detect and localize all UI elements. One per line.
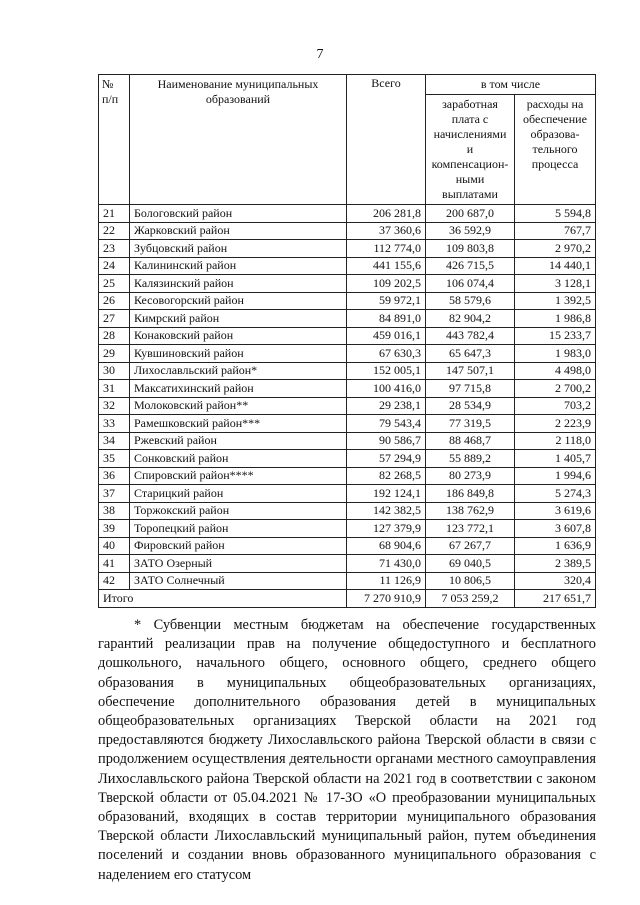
row-name: Торжокский район xyxy=(130,502,347,520)
row-salary: 123 772,1 xyxy=(426,520,515,538)
row-num: 35 xyxy=(99,450,130,468)
row-expenses: 5 594,8 xyxy=(515,205,596,223)
row-salary: 200 687,0 xyxy=(426,205,515,223)
table-row xyxy=(99,537,596,555)
table-row xyxy=(99,467,596,485)
row-salary: 28 534,9 xyxy=(426,397,515,415)
table-row xyxy=(99,432,596,450)
row-num: 39 xyxy=(99,520,130,538)
row-expenses: 320,4 xyxy=(515,572,596,590)
header-num: № п/п xyxy=(99,75,130,205)
header-expenses: расходы на обеспечение образова-тельного процесса xyxy=(515,95,596,205)
table-row xyxy=(99,205,596,223)
row-expenses: 767,7 xyxy=(515,222,596,240)
row-salary: 55 889,2 xyxy=(426,450,515,468)
row-num: 27 xyxy=(99,310,130,328)
row-num: 30 xyxy=(99,362,130,380)
row-expenses: 2 118,0 xyxy=(515,432,596,450)
row-expenses: 3 607,8 xyxy=(515,520,596,538)
row-total: 206 281,8 xyxy=(347,205,426,223)
table-row xyxy=(99,450,596,468)
row-total: 127 379,9 xyxy=(347,520,426,538)
row-salary: 77 319,5 xyxy=(426,415,515,433)
table-row xyxy=(99,275,596,293)
header-total: Всего xyxy=(347,75,426,205)
row-salary: 36 592,9 xyxy=(426,222,515,240)
row-num: 42 xyxy=(99,572,130,590)
row-num: 21 xyxy=(99,205,130,223)
footnote-block xyxy=(98,616,596,885)
row-salary: 97 715,8 xyxy=(426,380,515,398)
row-name: Торопецкий район xyxy=(130,520,347,538)
header-salary: заработная плата с начислениями и компенсацион-ными выплатами xyxy=(426,95,515,205)
row-num: 26 xyxy=(99,292,130,310)
row-name: ЗАТО Озерный xyxy=(130,555,347,573)
row-expenses: 3 619,6 xyxy=(515,502,596,520)
row-expenses: 1 636,9 xyxy=(515,537,596,555)
row-num: 23 xyxy=(99,240,130,258)
row-num: 25 xyxy=(99,275,130,293)
row-name: Калининский район xyxy=(130,257,347,275)
row-salary: 82 904,2 xyxy=(426,310,515,328)
row-expenses: 1 994,6 xyxy=(515,467,596,485)
row-expenses: 14 440,1 xyxy=(515,257,596,275)
table-row xyxy=(99,310,596,328)
row-salary: 138 762,9 xyxy=(426,502,515,520)
row-expenses: 2 970,2 xyxy=(515,240,596,258)
row-expenses: 2 223,9 xyxy=(515,415,596,433)
row-num: 29 xyxy=(99,345,130,363)
table-row xyxy=(99,380,596,398)
row-total: 71 430,0 xyxy=(347,555,426,573)
row-num: 41 xyxy=(99,555,130,573)
row-name: Кимрский район xyxy=(130,310,347,328)
row-name: Спировский район**** xyxy=(130,467,347,485)
row-salary: 88 468,7 xyxy=(426,432,515,450)
row-salary: 67 267,7 xyxy=(426,537,515,555)
table-row xyxy=(99,257,596,275)
row-num: 33 xyxy=(99,415,130,433)
row-name: Зубцовский район xyxy=(130,240,347,258)
footnote-text: * Субвенции местным бюджетам на обеспечение государственных гарантий реализации прав на получение общедоступного и бесплатного дошкольного, начального общего, основного общего, среднего общего образования в муниципальных общеобразовательных организациях, обеспечение дополнительного образования детей в муниципальных общеобразовательных организациях Тверской области на 2021 год предоставляются бюджету Лихославльского района Тверской области в связи с продолжением осуществления деятельности органами местного самоуправления Лихославльского района Тверской области на 2021 год в соответствии с законом Тверской области от 05.04.2021 № 17-ЗО «О преобразовании муниципальных образований, входящих в состав территории муниципального образования Тверской области Лихославльский муниципальный район, путем объединения поселений и создании вновь образованного муниципального образования с наделением его статусом xyxy=(98,617,596,883)
row-expenses: 1 983,0 xyxy=(515,345,596,363)
row-name: Кесовогорский район xyxy=(130,292,347,310)
row-num: 31 xyxy=(99,380,130,398)
row-salary: 426 715,5 xyxy=(426,257,515,275)
row-num: 22 xyxy=(99,222,130,240)
row-total: 112 774,0 xyxy=(347,240,426,258)
row-name: Сонковский район xyxy=(130,450,347,468)
row-name: Ржевский район xyxy=(130,432,347,450)
row-name: Молоковский район** xyxy=(130,397,347,415)
row-name: Бологовский район xyxy=(130,205,347,223)
table-row xyxy=(99,292,596,310)
total-label: Итого xyxy=(99,590,347,608)
row-expenses: 4 498,0 xyxy=(515,362,596,380)
row-total: 90 586,7 xyxy=(347,432,426,450)
table-row xyxy=(99,485,596,503)
row-total: 142 382,5 xyxy=(347,502,426,520)
row-total: 109 202,5 xyxy=(347,275,426,293)
total-expenses: 217 651,7 xyxy=(515,590,596,608)
row-total: 68 904,6 xyxy=(347,537,426,555)
row-total: 459 016,1 xyxy=(347,327,426,345)
row-expenses: 1 405,7 xyxy=(515,450,596,468)
row-num: 37 xyxy=(99,485,130,503)
table-header-row xyxy=(99,75,596,95)
row-total: 152 005,1 xyxy=(347,362,426,380)
table-total-row xyxy=(99,590,596,608)
table-row xyxy=(99,362,596,380)
row-expenses: 2 389,5 xyxy=(515,555,596,573)
row-num: 24 xyxy=(99,257,130,275)
row-total: 441 155,6 xyxy=(347,257,426,275)
row-num: 38 xyxy=(99,502,130,520)
row-total: 59 972,1 xyxy=(347,292,426,310)
row-name: Кувшиновский район xyxy=(130,345,347,363)
row-salary: 10 806,5 xyxy=(426,572,515,590)
table-row xyxy=(99,397,596,415)
row-name: Лихославльский район* xyxy=(130,362,347,380)
row-name: Максатихинский район xyxy=(130,380,347,398)
row-salary: 106 074,4 xyxy=(426,275,515,293)
row-expenses: 3 128,1 xyxy=(515,275,596,293)
row-salary: 443 782,4 xyxy=(426,327,515,345)
header-name: Наименование муниципальных образований xyxy=(130,75,347,205)
row-total: 29 238,1 xyxy=(347,397,426,415)
row-salary: 58 579,6 xyxy=(426,292,515,310)
row-num: 36 xyxy=(99,467,130,485)
table-row xyxy=(99,555,596,573)
row-expenses: 703,2 xyxy=(515,397,596,415)
row-salary: 109 803,8 xyxy=(426,240,515,258)
row-total: 11 126,9 xyxy=(347,572,426,590)
row-name: Старицкий район xyxy=(130,485,347,503)
total-salary: 7 053 259,2 xyxy=(426,590,515,608)
row-salary: 65 647,3 xyxy=(426,345,515,363)
table-row xyxy=(99,520,596,538)
row-expenses: 15 233,7 xyxy=(515,327,596,345)
row-total: 79 543,4 xyxy=(347,415,426,433)
subventions-table xyxy=(98,74,596,608)
row-salary: 80 273,9 xyxy=(426,467,515,485)
row-num: 28 xyxy=(99,327,130,345)
row-name: ЗАТО Солнечный xyxy=(130,572,347,590)
row-name: Калязинский район xyxy=(130,275,347,293)
row-num: 34 xyxy=(99,432,130,450)
table-row xyxy=(99,415,596,433)
table-row xyxy=(99,327,596,345)
row-salary: 147 507,1 xyxy=(426,362,515,380)
table-row xyxy=(99,345,596,363)
row-expenses: 1 392,5 xyxy=(515,292,596,310)
row-name: Жарковский район xyxy=(130,222,347,240)
table-row xyxy=(99,572,596,590)
row-total: 192 124,1 xyxy=(347,485,426,503)
row-salary: 186 849,8 xyxy=(426,485,515,503)
row-salary: 69 040,5 xyxy=(426,555,515,573)
row-expenses: 2 700,2 xyxy=(515,380,596,398)
row-expenses: 5 274,3 xyxy=(515,485,596,503)
row-num: 32 xyxy=(99,397,130,415)
row-name: Фировский район xyxy=(130,537,347,555)
row-expenses: 1 986,8 xyxy=(515,310,596,328)
row-total: 84 891,0 xyxy=(347,310,426,328)
table-row xyxy=(99,222,596,240)
row-total: 57 294,9 xyxy=(347,450,426,468)
table-row xyxy=(99,240,596,258)
row-name: Конаковский район xyxy=(130,327,347,345)
row-num: 40 xyxy=(99,537,130,555)
row-total: 67 630,3 xyxy=(347,345,426,363)
row-total: 37 360,6 xyxy=(347,222,426,240)
page-number: 7 xyxy=(316,47,324,62)
total-sum: 7 270 910,9 xyxy=(347,590,426,608)
header-including: в том числе xyxy=(426,75,596,95)
row-total: 82 268,5 xyxy=(347,467,426,485)
table-row xyxy=(99,502,596,520)
row-total: 100 416,0 xyxy=(347,380,426,398)
row-name: Рамешковский район*** xyxy=(130,415,347,433)
